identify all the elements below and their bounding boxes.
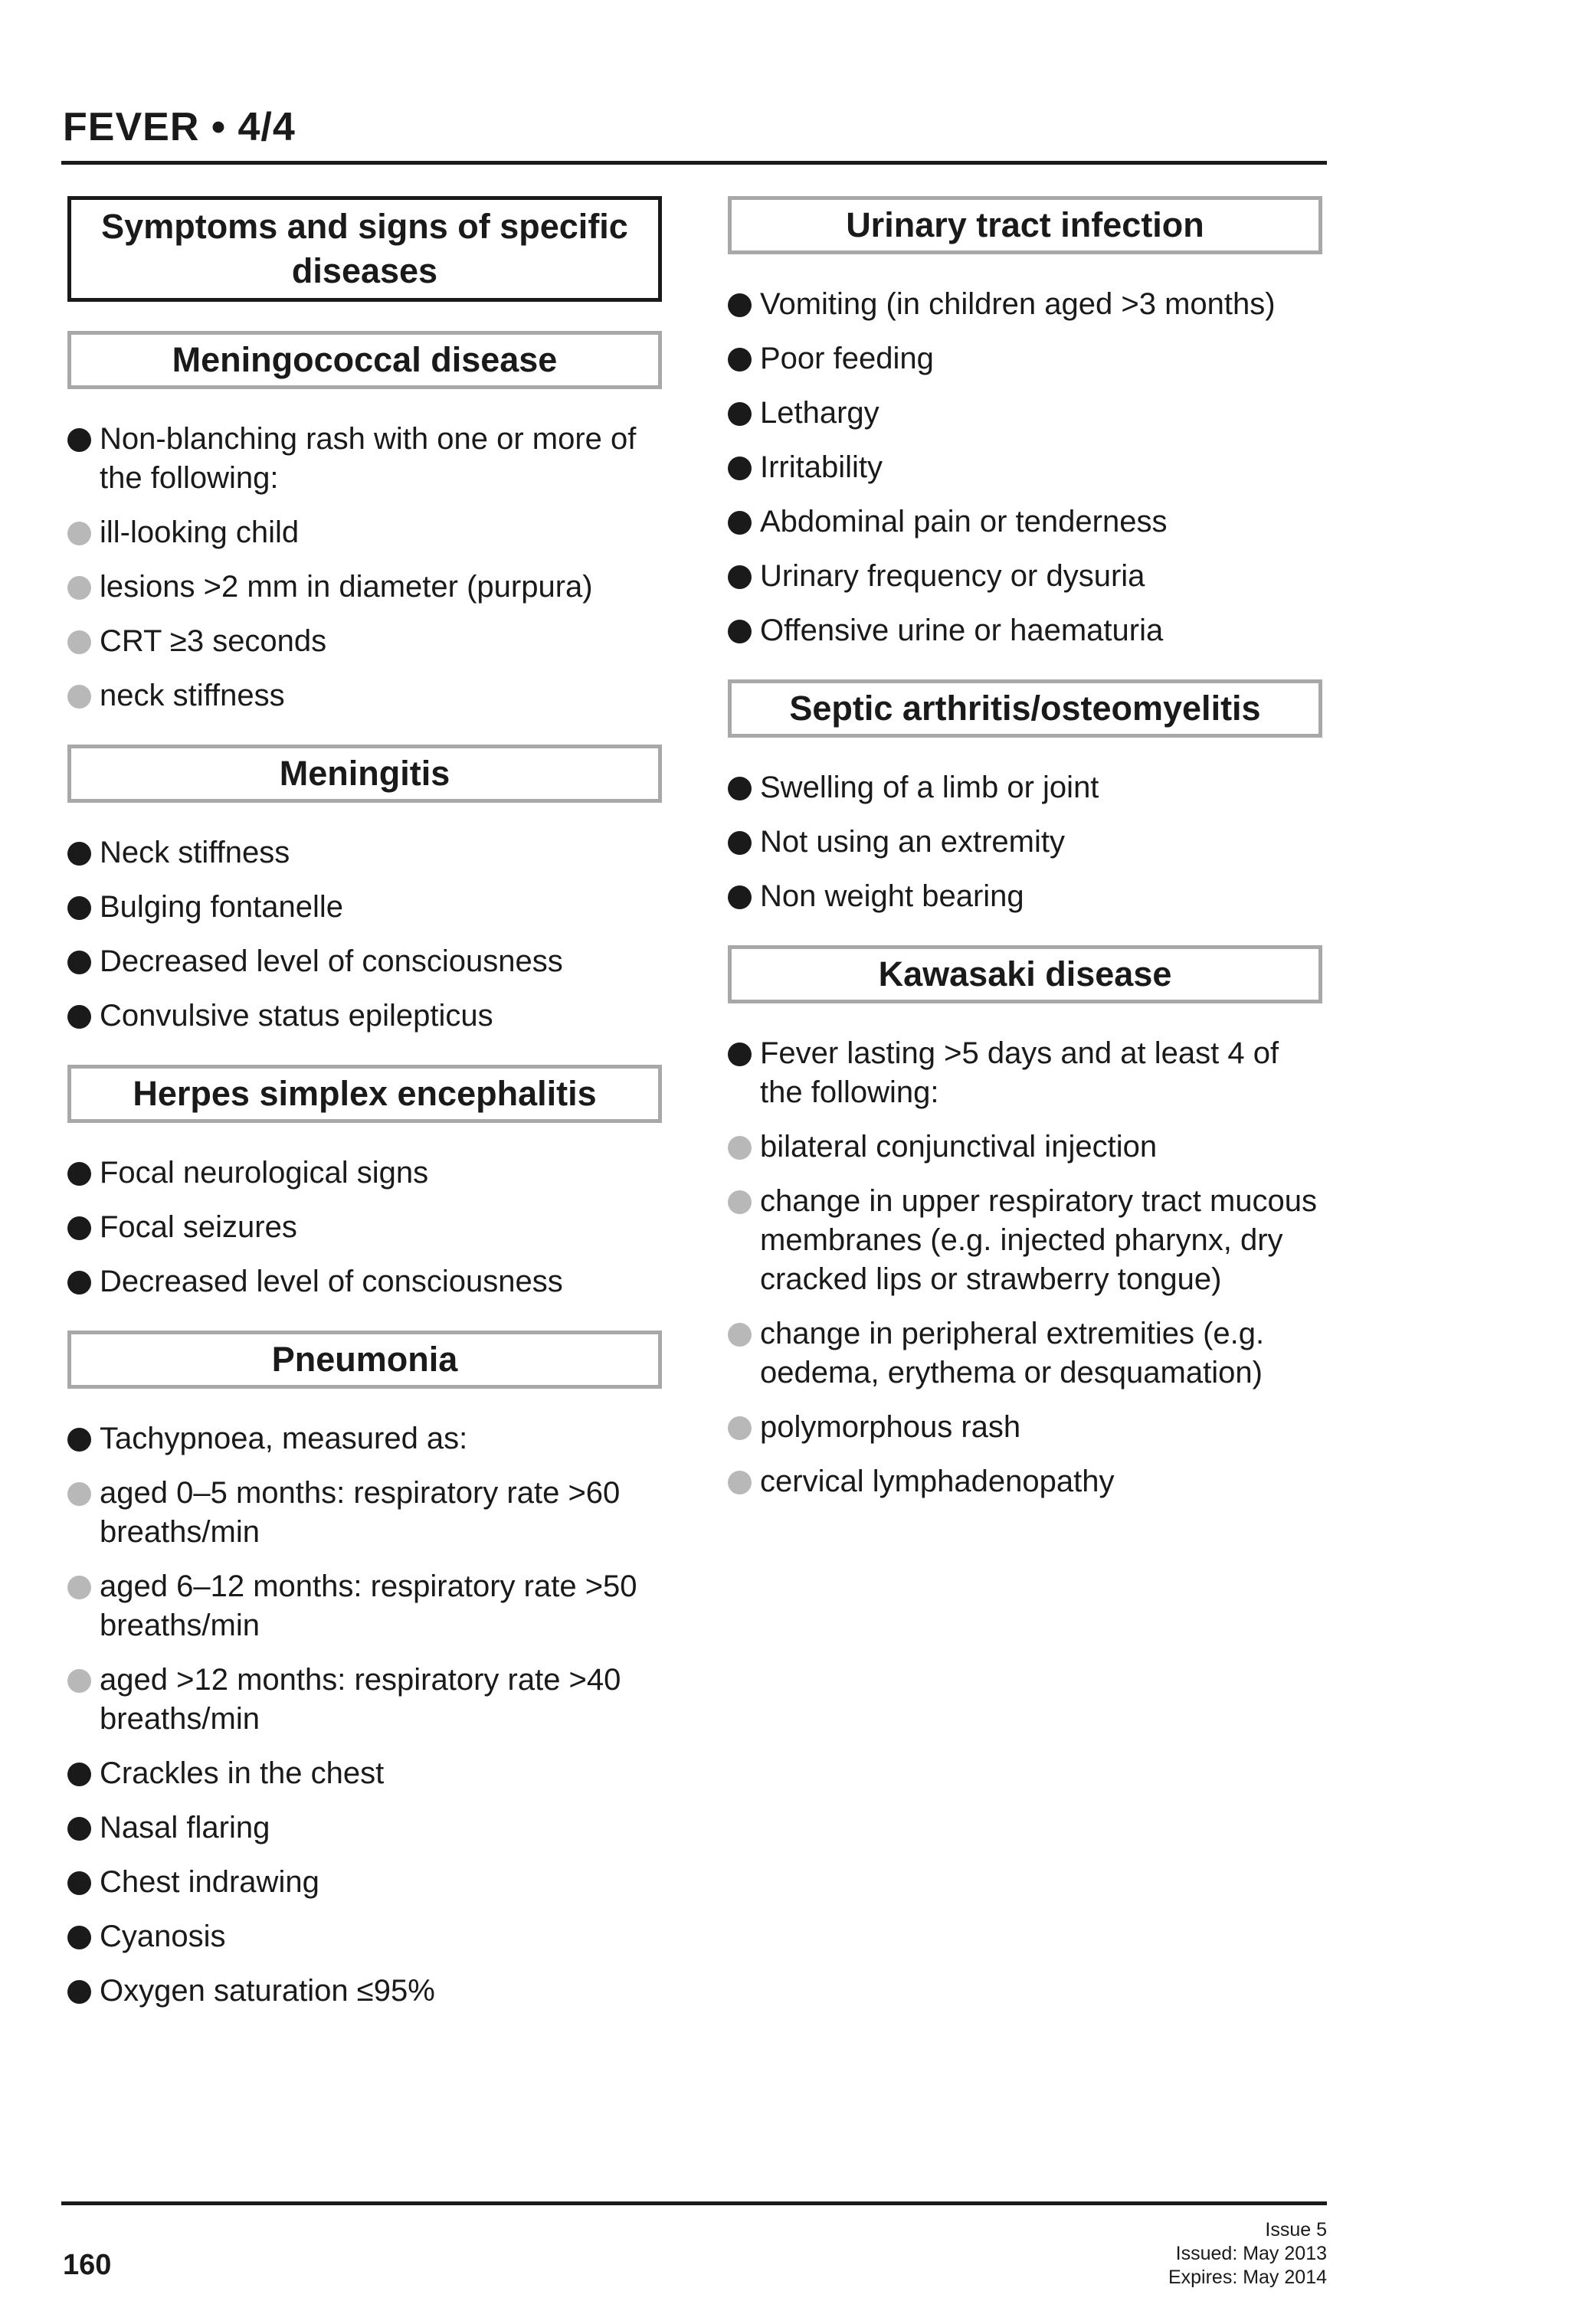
section-herpes-simplex-encephalitis (67, 1065, 662, 1301)
footer-rule (61, 2201, 1327, 2205)
bullet-item: Crackles in the chest (67, 1754, 662, 1793)
section-septic-arthritis-osteomyelitis (728, 679, 1322, 916)
bullet-item: Urinary frequency or dysuria (728, 557, 1322, 596)
bullet-item: Decreased level of consciousness (67, 1262, 662, 1301)
section-heading: Meningococcal disease (67, 331, 662, 389)
bullet-item: Non weight bearing (728, 877, 1322, 916)
bullet-list (728, 285, 1322, 650)
bullet-item: Poor feeding (728, 339, 1322, 378)
sub-bullet-item: change in peripheral extremities (e.g. oedema, erythema or desquamation) (728, 1314, 1322, 1393)
page-number: 160 (63, 2249, 112, 2281)
sub-bullet-item: polymorphous rash (728, 1408, 1322, 1447)
left-sections (67, 331, 662, 2011)
bullet-item: Nasal flaring (67, 1808, 662, 1848)
bullet-item: Oxygen saturation ≤95% (67, 1972, 662, 2011)
bullet-list (67, 420, 662, 715)
bullet-item: Chest indrawing (67, 1863, 662, 1902)
header-rule (61, 161, 1327, 165)
bullet-item: Vomiting (in children aged >3 months) (728, 285, 1322, 324)
sub-bullet-item: bilateral conjunctival injection (728, 1128, 1322, 1167)
bullet-item: Non-blanching rash with one or more of the following: (67, 420, 662, 498)
section-urinary-tract-infection (728, 196, 1322, 650)
bullet-list (67, 1419, 662, 2011)
section-heading: Herpes simplex encephalitis (67, 1065, 662, 1123)
right-column (728, 196, 1322, 1530)
sub-bullet-item: change in upper respiratory tract mucous membranes (e.g. injected pharynx, dry cracked lips or strawberry tongue) (728, 1182, 1322, 1299)
section-heading: Kawasaki disease (728, 945, 1322, 1003)
section-heading: Pneumonia (67, 1331, 662, 1389)
bullet-item: Focal seizures (67, 1208, 662, 1247)
sub-bullet-item: aged 6–12 months: respiratory rate >50 breaths/min (67, 1567, 662, 1645)
section-meningococcal-disease (67, 331, 662, 715)
right-sections (728, 196, 1322, 1501)
issue-info (1168, 2218, 1327, 2290)
expiry-date: Expires: May 2014 (1168, 2267, 1327, 2288)
sub-bullet-item: cervical lymphadenopathy (728, 1462, 1322, 1501)
bullet-item: Irritability (728, 448, 1322, 487)
bullet-item: Lethargy (728, 394, 1322, 433)
section-heading: Meningitis (67, 745, 662, 803)
bullet-item: Tachypnoea, measured as: (67, 1419, 662, 1458)
sub-bullet-item: lesions >2 mm in diameter (purpura) (67, 568, 662, 607)
section-pneumonia (67, 1331, 662, 2011)
issue-number: Issue 5 (1265, 2219, 1327, 2241)
bullet-list (728, 1034, 1322, 1501)
bullet-list (67, 833, 662, 1036)
left-column (67, 196, 662, 2040)
main-heading-box: Symptoms and signs of specific diseases (67, 196, 662, 302)
bullet-item: Focal neurological signs (67, 1154, 662, 1193)
bullet-item: Convulsive status epilepticus (67, 997, 662, 1036)
bullet-item: Not using an extremity (728, 823, 1322, 862)
bullet-list (728, 768, 1322, 916)
section-heading: Septic arthritis/osteomyelitis (728, 679, 1322, 738)
section-kawasaki-disease (728, 945, 1322, 1501)
sub-bullet-item: aged 0–5 months: respiratory rate >60 breaths/min (67, 1474, 662, 1552)
bullet-item: Neck stiffness (67, 833, 662, 872)
bullet-item: Abdominal pain or tenderness (728, 502, 1322, 542)
bullet-item: Fever lasting >5 days and at least 4 of the following: (728, 1034, 1322, 1112)
bullet-list (67, 1154, 662, 1301)
sub-bullet-item: CRT ≥3 seconds (67, 622, 662, 661)
bullet-item: Decreased level of consciousness (67, 942, 662, 981)
bullet-item: Swelling of a limb or joint (728, 768, 1322, 807)
bullet-item: Cyanosis (67, 1917, 662, 1956)
bullet-item: Offensive urine or haematuria (728, 611, 1322, 650)
bullet-item: Bulging fontanelle (67, 888, 662, 927)
issued-date: Issued: May 2013 (1175, 2243, 1327, 2264)
section-meningitis (67, 745, 662, 1036)
page-title: FEVER • 4/4 (63, 105, 296, 149)
sub-bullet-item: ill-looking child (67, 513, 662, 552)
sub-bullet-item: neck stiffness (67, 676, 662, 715)
sub-bullet-item: aged >12 months: respiratory rate >40 breaths/min (67, 1661, 662, 1739)
section-heading: Urinary tract infection (728, 196, 1322, 254)
